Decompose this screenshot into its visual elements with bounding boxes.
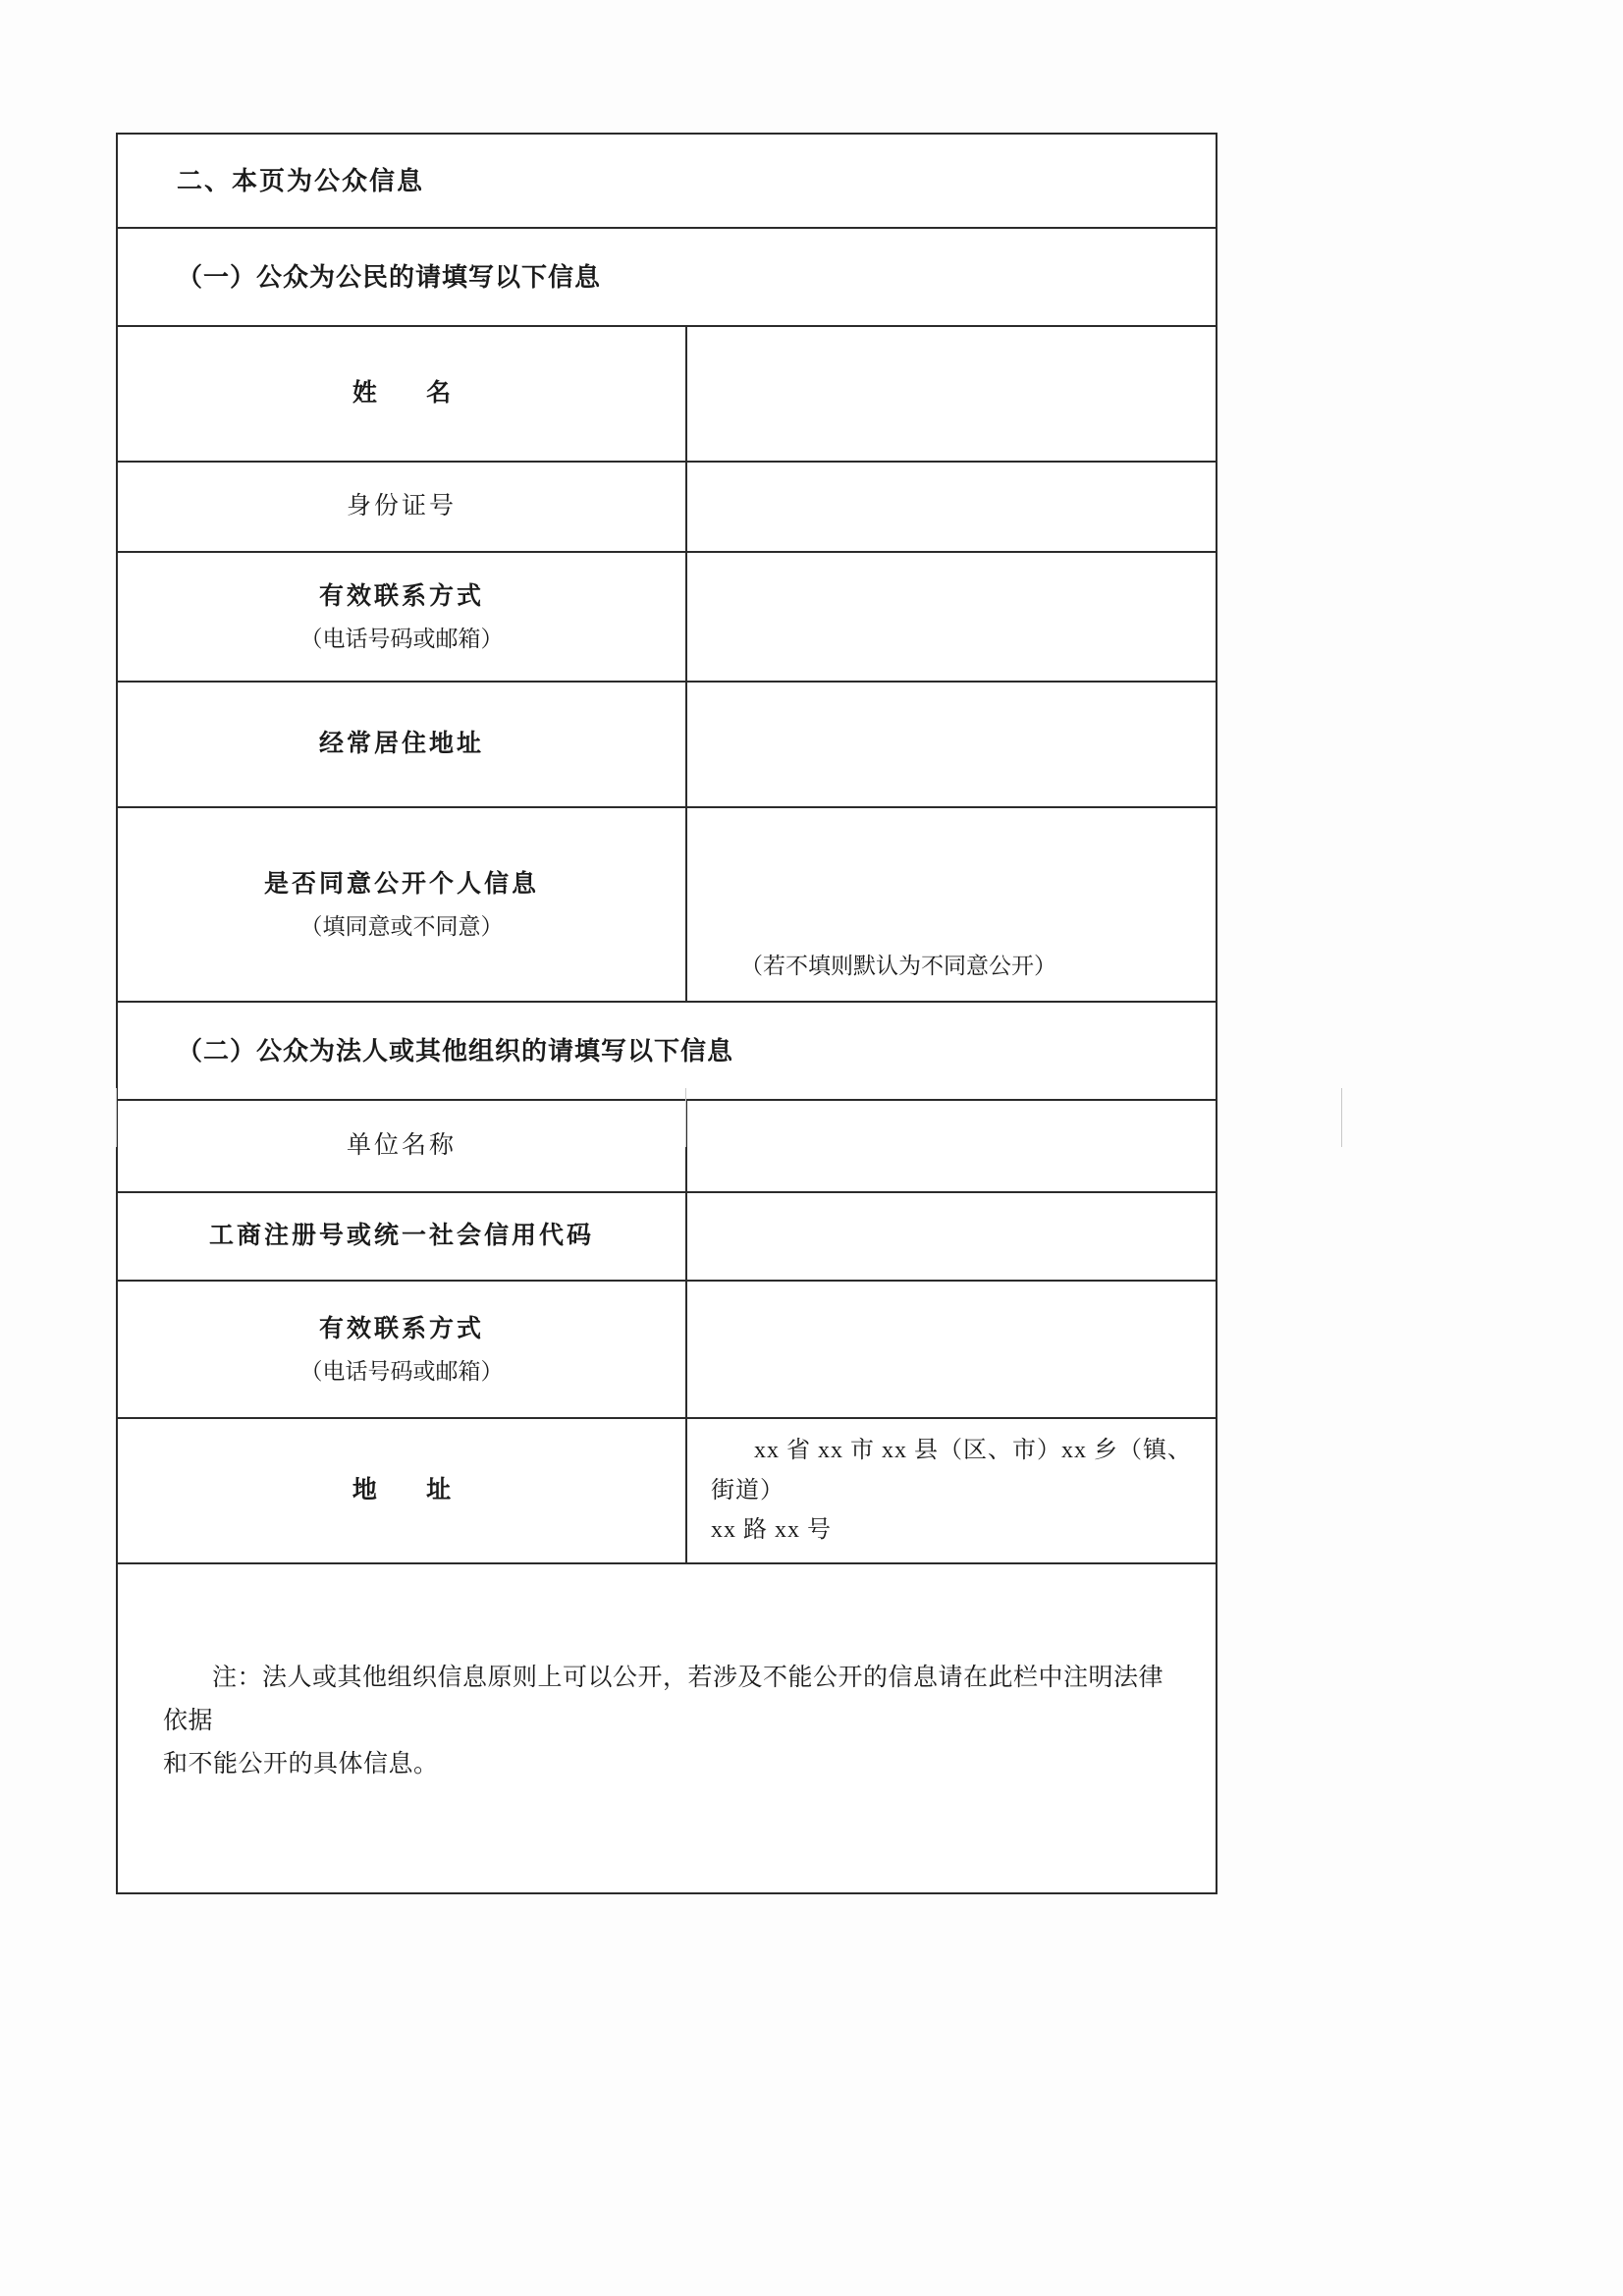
field-value-org-address-text	[711, 1431, 1192, 1551]
field-row-id-number	[118, 463, 1216, 553]
field-label-registration-code-text: 工商注册号或统一社会信用代码	[208, 1223, 594, 1250]
public-information-form	[116, 133, 1217, 1894]
scan-artifact-mid	[685, 1088, 686, 1147]
field-label-contact	[118, 553, 687, 681]
field-row-registration-code	[118, 1193, 1216, 1282]
field-label-registration-code	[118, 1193, 687, 1280]
field-row-unit-name	[118, 1101, 1216, 1193]
note-row	[118, 1564, 1216, 1892]
field-label-name-text: 姓 名	[352, 380, 473, 408]
scan-artifact-right	[1341, 1088, 1342, 1147]
field-label-org-contact-text: 有效联系方式	[318, 1316, 484, 1343]
field-label-residence-text: 经常居住地址	[318, 731, 484, 758]
subsection-org-title: （二）公众为法人或其他组织的请填写以下信息	[177, 1036, 734, 1066]
field-row-org-contact	[118, 1282, 1216, 1419]
note-text	[118, 1564, 1216, 1892]
field-label-consent	[118, 808, 687, 1001]
field-value-unit-name[interactable]	[687, 1101, 1216, 1191]
field-label-org-contact	[118, 1282, 687, 1417]
section-title: 二、本页为公众信息	[177, 166, 425, 195]
field-row-residence	[118, 683, 1216, 808]
field-label-org-address	[118, 1419, 687, 1562]
subsection-citizen-row	[118, 229, 1216, 327]
field-row-contact	[118, 553, 1216, 683]
field-value-contact[interactable]	[687, 553, 1216, 681]
org-address-line-2: xx 路 xx 号	[711, 1517, 832, 1544]
scan-artifact-left	[116, 1088, 117, 1147]
field-label-consent-sub: （填同意或不同意）	[299, 913, 504, 939]
field-value-consent[interactable]	[687, 808, 1216, 1001]
field-label-consent-text: 是否同意公开个人信息	[263, 871, 539, 899]
section-title-row	[118, 135, 1216, 229]
field-row-org-address	[118, 1419, 1216, 1564]
field-value-id-number[interactable]	[687, 463, 1216, 551]
field-row-consent	[118, 808, 1216, 1003]
org-address-line-1: xx 省 xx 市 xx 县（区、市）xx 乡（镇、街道）	[711, 1437, 1192, 1503]
field-label-id-number-text: 身份证号	[346, 493, 457, 520]
field-value-org-contact[interactable]	[687, 1282, 1216, 1417]
field-value-residence[interactable]	[687, 683, 1216, 806]
field-label-org-address-text: 地 址	[352, 1477, 473, 1504]
field-value-name[interactable]	[687, 327, 1216, 461]
subsection-citizen-title: （一）公众为公民的请填写以下信息	[177, 262, 602, 292]
field-value-consent-note: （若不填则默认为不同意公开）	[740, 953, 1056, 978]
subsection-org-row	[118, 1003, 1216, 1101]
field-value-registration-code[interactable]	[687, 1193, 1216, 1280]
note-line-1: 注：法人或其他组织信息原则上可以公开，若涉及不能公开的信息请在此栏中注明法律依据	[163, 1665, 1164, 1734]
field-label-org-contact-sub: （电话号码或邮箱）	[299, 1358, 504, 1384]
field-label-id-number	[118, 463, 687, 551]
field-label-name	[118, 327, 687, 461]
field-row-name	[118, 327, 1216, 463]
note-line-2: 和不能公开的具体信息。	[163, 1750, 439, 1777]
field-label-unit-name-text: 单位名称	[346, 1132, 457, 1160]
field-label-unit-name	[118, 1101, 687, 1191]
field-value-org-address[interactable]	[687, 1419, 1216, 1562]
field-label-contact-text: 有效联系方式	[318, 583, 484, 611]
field-label-residence	[118, 683, 687, 806]
field-label-contact-sub: （电话号码或邮箱）	[299, 626, 504, 651]
